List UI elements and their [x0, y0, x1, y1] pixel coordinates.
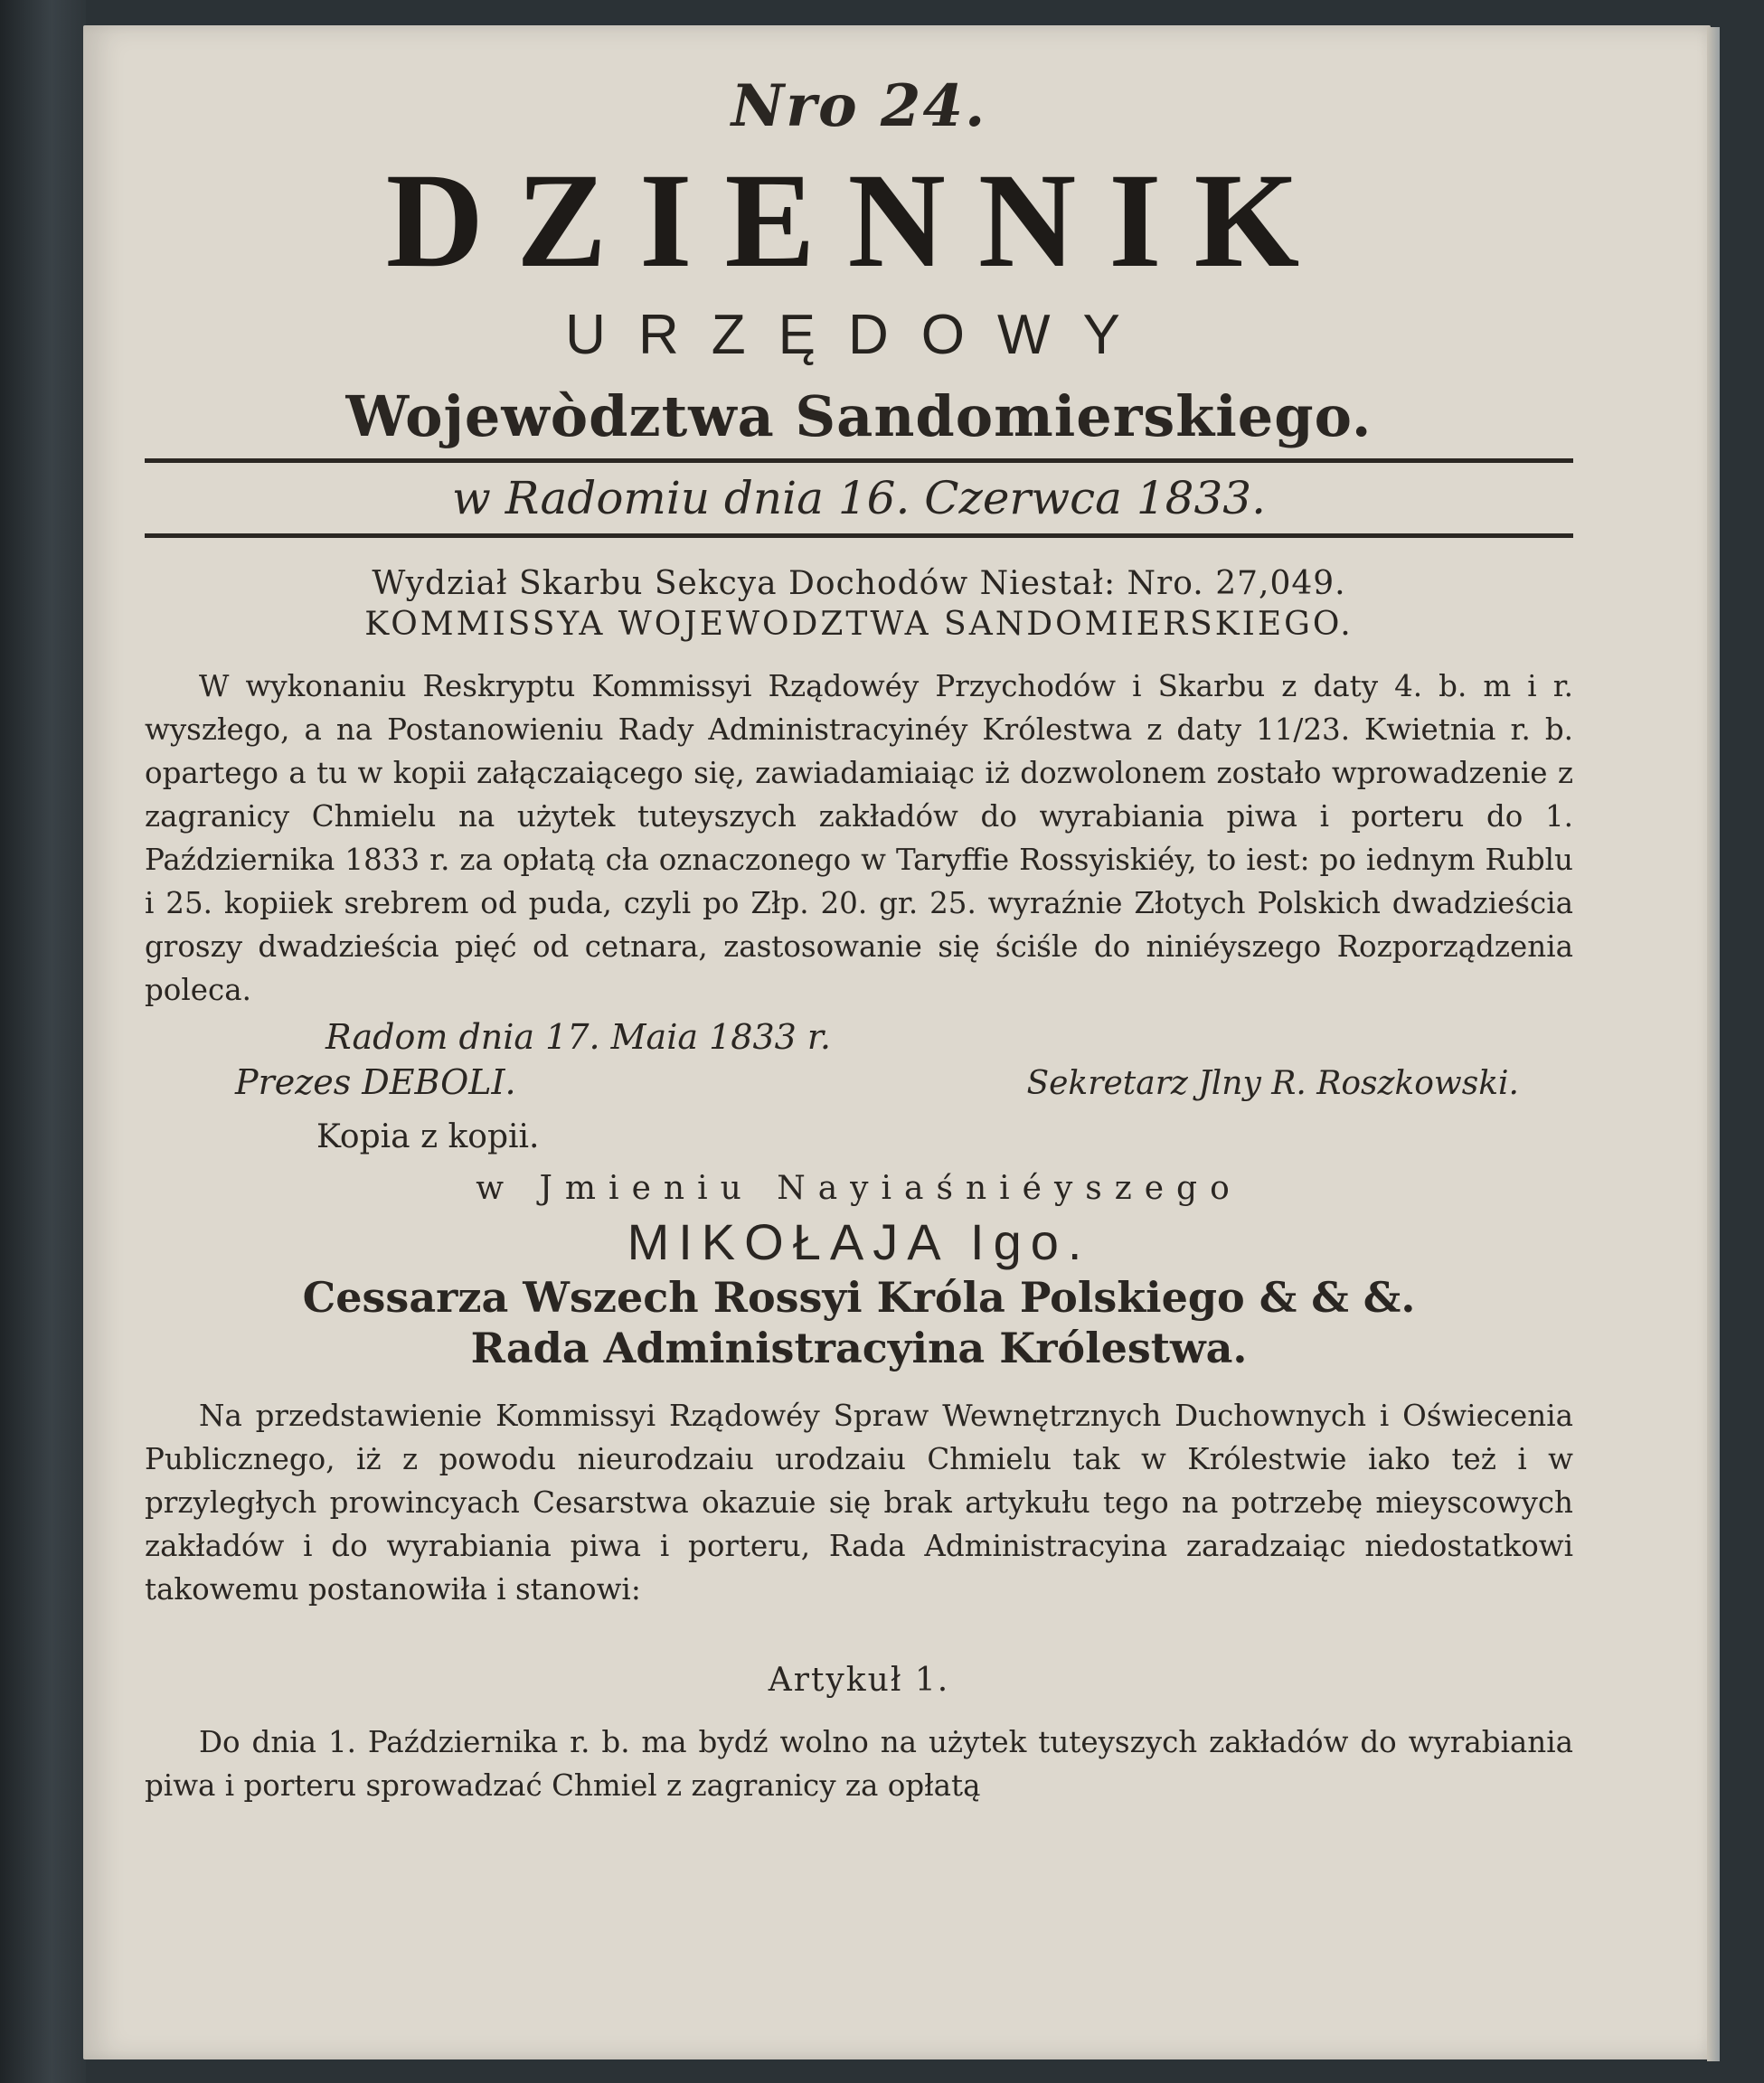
journal-subtitle: URZĘDOWY	[565, 304, 1153, 366]
header-rule-top	[145, 458, 1573, 463]
article-body: Do dnia 1. Października r. b. ma bydź wolno na użytek tuteyszych zakładów do wyrabiania piwa i porteru sprowadzać Chmiel z zagranicy za opłatą	[145, 1725, 1573, 1803]
issue-number-value: 24.	[880, 72, 987, 140]
copy-note: Kopia z kopii.	[316, 1118, 540, 1155]
document-content	[127, 36, 1591, 1807]
monarch-name: MIKOŁAJA Igo.	[627, 1213, 1091, 1270]
in-name-line: w Jmieniu Nayiaśniéyszego	[476, 1170, 1242, 1207]
header-rule-bottom	[145, 533, 1573, 538]
article-heading: Artykuł 1.	[768, 1662, 950, 1699]
commission-heading: KOMMISSYA WOJEWODZTWA SANDOMIERSKIEGO.	[364, 606, 1354, 643]
monarch-titles: Cessarza Wszech Rossyi Króla Polskiego & & &.	[302, 1273, 1416, 1322]
section2-body: Na przedstawienie Kommissyi Rządowéy Spraw Wewnętrznych Duchownych i Oświecenia Publicznego, iż z powodu nieurodzaiu urodzaiu Chmielu tak w Królestwie iako też i w przyległych prowincyach Cesarstwa okazuie się brak artykułu tego na potrzebę mieyscowych zakładów i do wyrabiania piwa i porteru, Rada Administracyina zaradzaiąc niedostatkowi takowemu postanowiła i stanowi:	[145, 1399, 1573, 1607]
section1-body: W wykonaniu Reskryptu Kommissyi Rządowéy Przychodów i Skarbu z daty 4. b. m i r. wyszłego, a na Postanowieniu Rady Administracyinéy Królestwa z daty 11/23. Kwietnia r. b. opartego a tu w kopii załączaiącego się, zawiadamiaiąc iż dozwolonem zostało wprowadzenie z zagranicy Chmielu na użytek tuteyszych zakładów do wyrabiania piwa i porteru do 1. Października 1833 r. za opłatą cła oznaczonego w Taryffie Rossyiskiéy, to iest: po iednym Rublu i 25. kopiiek srebrem od puda, czyli po Złp. 20. gr. 25. wyraźnie Złotych Polskich dwadzieścia groszy dwadzieścia pięć od cetnara, zastosowanie się ściśle do niniéyszego Rozporządzenia poleca.	[145, 669, 1573, 1007]
dateline: w Radomiu dnia 16. Czerwca 1833.	[452, 472, 1266, 524]
page-edge	[1707, 27, 1720, 2061]
president-signature: Prezes DEBOLI.	[235, 1062, 516, 1102]
journal-title: DZIENNIK	[385, 146, 1333, 296]
department-line: Wydział Skarbu Sekcya Dochodów Niestał: Nro. 27,049.	[372, 565, 1346, 602]
place-date: Radom dnia 17. Maia 1833 r.	[325, 1017, 831, 1057]
book-binding	[0, 0, 86, 2083]
journal-region: Wojewòdztwa Sandomierskiego.	[345, 383, 1373, 449]
issue-number-label: Nro	[731, 72, 859, 140]
issue-number	[127, 72, 1591, 140]
council-name: Rada Administracyina Królestwa.	[470, 1324, 1248, 1372]
signature-row	[235, 1062, 1564, 1102]
secretary-signature: Sekretarz Jlny R. Roszkowski.	[1026, 1065, 1519, 1102]
